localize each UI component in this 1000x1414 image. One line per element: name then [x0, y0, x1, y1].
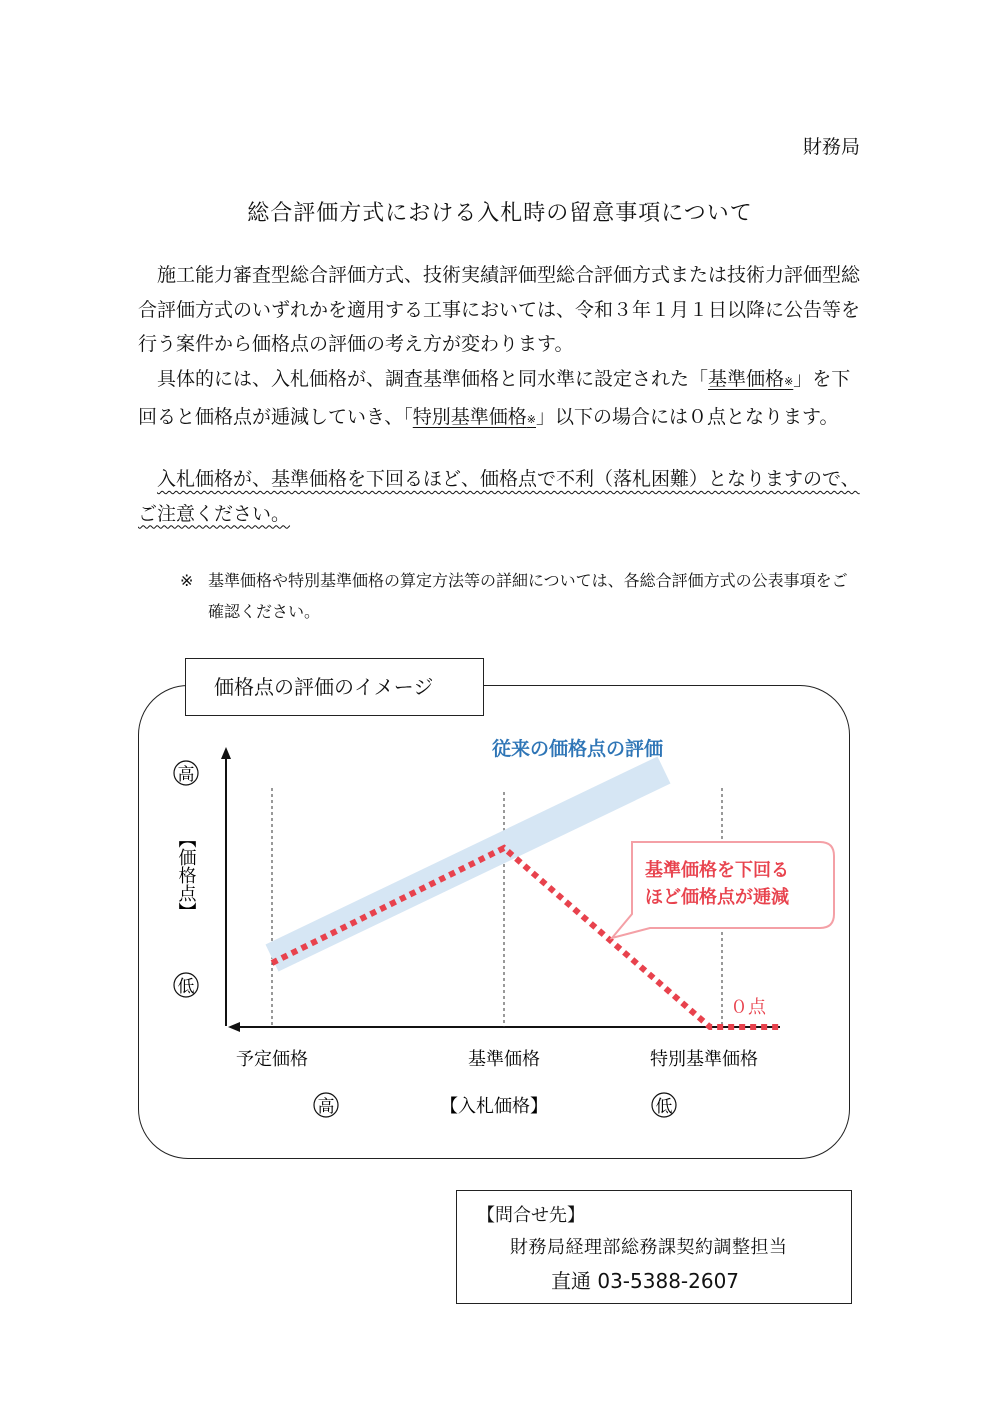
department: 財務局 [802, 136, 860, 158]
y-low-label: 低 [177, 977, 195, 997]
footnote-text: 基準価格や特別基準価格の算定方法等の詳細については、各総合評価方式の公表事項をご確認ください。 [208, 571, 848, 621]
y-axis-label: 【価格点】 [175, 830, 197, 920]
y-axis-arrowhead [221, 747, 231, 759]
x-high-label: 高 [317, 1097, 335, 1117]
page-title: 総合評価方式における入札時の留意事項について [247, 201, 753, 226]
paragraph-1: 施工能力審査型総合評価方式、技術実績評価型総合評価方式または技術力評価型総合評価方式のいずれかを適用する工事においては、令和３年１月１日以降に公告等を行う案件から価格点の評価の考え方が変わります。 [138, 264, 861, 355]
x-tick-kijun: 基準価格 [468, 1049, 540, 1070]
y-high-label: 高 [177, 765, 195, 785]
term-tokubetsu-text: 特別基準価格 [412, 405, 527, 428]
callout-line-1: 基準価格を下回る [645, 860, 789, 881]
x-axis-label: 【入札価格】 [440, 1096, 548, 1117]
contact-phone: 直通 03-5388-2607 [551, 1269, 740, 1293]
x-axis-arrowhead [228, 1022, 240, 1032]
zero-point-label: ０点 [730, 997, 766, 1018]
contact-organization: 財務局経理部総務課契約調整担当 [510, 1237, 788, 1258]
p2-text-d: 」を下回ると価格点が逓減していき、「 [138, 368, 851, 428]
contact-box [456, 1190, 852, 1304]
legend-conventional: 従来の価格点の評価 [492, 738, 664, 760]
figure-label: 価格点の評価のイメージ [185, 658, 484, 716]
contact-label: 【問合せ先】 [477, 1205, 585, 1226]
note-ref-1: ※ [784, 375, 794, 388]
term-kijun-kakaku-text: 基準価格 [708, 368, 785, 390]
x-low-label: 低 [655, 1097, 673, 1117]
series-conventional-band [272, 770, 664, 958]
footnote-mark: ※ [180, 571, 194, 590]
x-tick-tokubetsu: 特別基準価格 [650, 1049, 758, 1070]
x-tick-yotei: 予定価格 [236, 1049, 308, 1070]
callout-line-2: ほど価格点が逓減 [645, 887, 789, 908]
note-ref-2: ※ [526, 412, 536, 426]
warning-text: 入札価格が、基準価格を下回るほど、価格点で不利（落札困難）となりますので、ご注意ください。 [138, 468, 860, 525]
p2-text-a: 具体的には、入札価格が、調査基準価格と同水準に設定された「 [157, 368, 709, 390]
p2-text-g: 」以下の場合には０点となります。 [535, 405, 839, 428]
